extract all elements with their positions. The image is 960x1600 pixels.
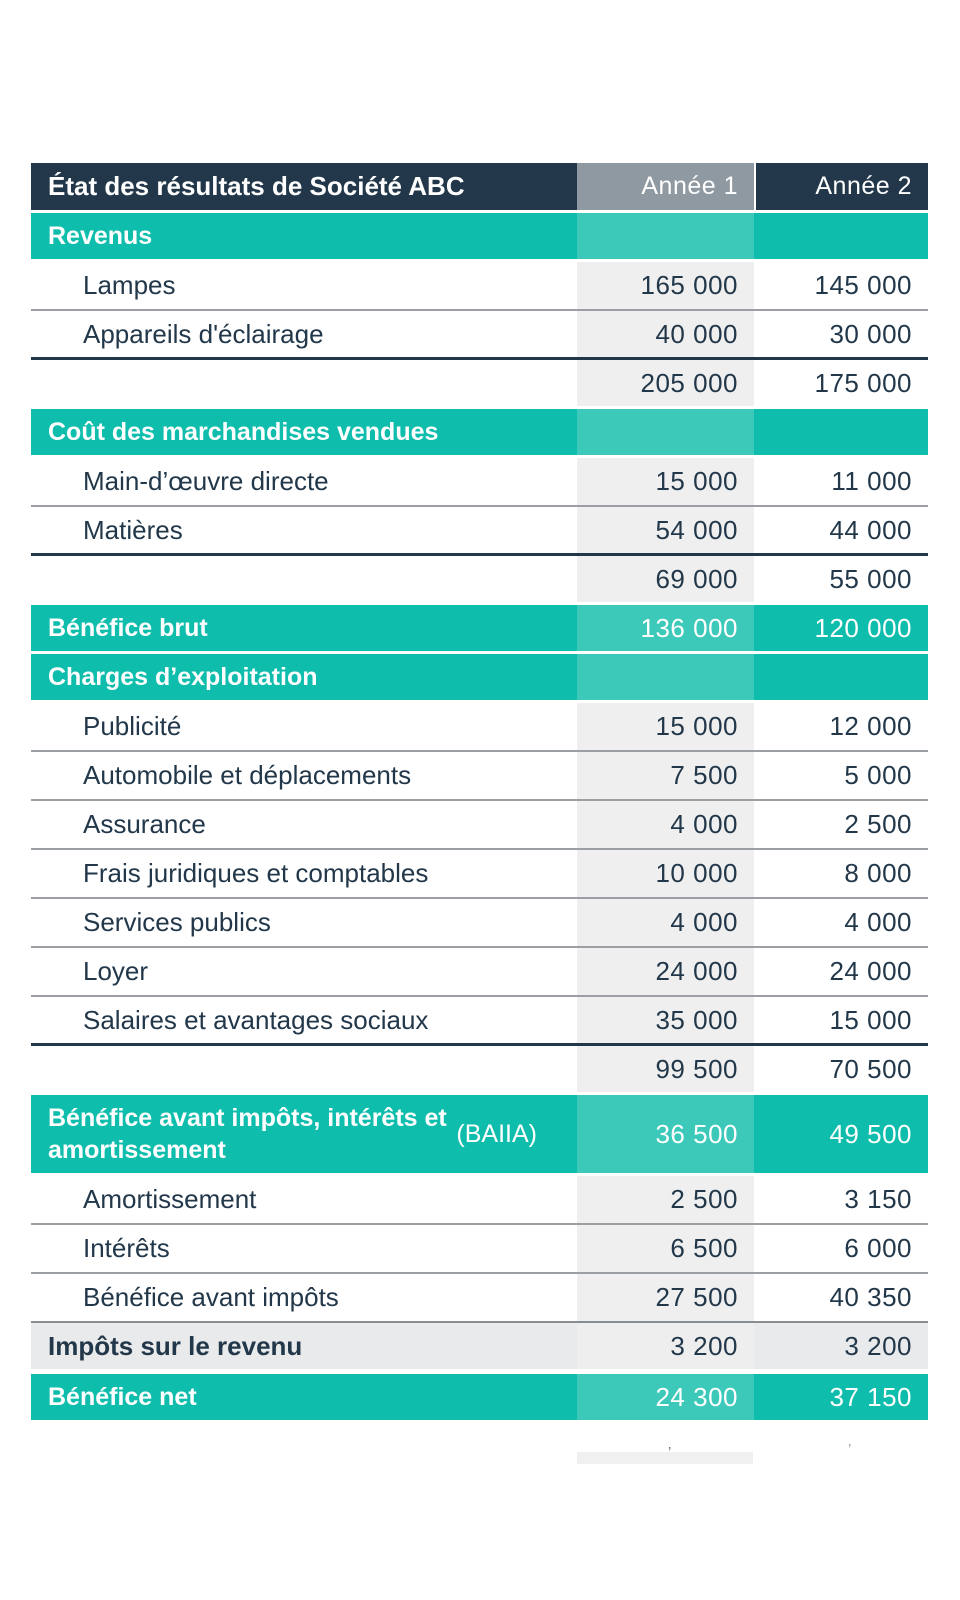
value-annee-2: 4 000 [844, 907, 912, 937]
row-label: Intérêts [83, 1233, 170, 1263]
value-annee-1: 2 500 [577, 1176, 754, 1223]
value-annee-1 [577, 654, 754, 700]
cropped-text-artifact: ’ [668, 1444, 672, 1461]
item-row [31, 899, 928, 948]
value-annee-2: 120 000 [814, 612, 912, 643]
item-row [31, 997, 928, 1046]
value-annee-2 [756, 213, 928, 259]
row-label: Matières [83, 514, 183, 545]
row-label: Bénéfice avant impôts [83, 1282, 339, 1312]
row-label: Bénéfice avant impôts, intérêts et amortissement (BAIIA) [48, 1103, 537, 1164]
value-annee-2: 3 150 [844, 1184, 912, 1214]
value-annee-2: 3 200 [844, 1330, 912, 1361]
value-annee-1: 15 000 [577, 703, 754, 750]
row-label: Publicité [83, 711, 182, 741]
row-label: Impôts sur le revenu [48, 1330, 303, 1361]
row-label [31, 556, 577, 602]
row-label: Salaires et avantages sociaux [83, 1004, 429, 1035]
row-label [31, 1046, 577, 1092]
value-annee-1: 3 200 [577, 1323, 754, 1369]
value-annee-1: 165 000 [577, 262, 754, 309]
value-annee-2 [756, 654, 928, 700]
item-row [31, 507, 928, 556]
value-annee-2: 8 000 [844, 858, 912, 888]
item-row [31, 1225, 928, 1274]
value-annee-2: 40 350 [829, 1282, 912, 1312]
row-label: Appareils d'éclairage [83, 318, 324, 349]
column-header-annee-2: Année 2 [756, 163, 928, 210]
value-annee-1: 40 000 [577, 311, 754, 357]
value-annee-1: 15 000 [577, 458, 754, 505]
cropped-text-artifact: ’ [848, 1441, 852, 1458]
row-label: Revenus [48, 221, 153, 250]
item-row [31, 262, 928, 311]
row-label: Frais juridiques et comptables [83, 858, 429, 888]
value-annee-2: 24 000 [829, 956, 912, 986]
value-annee-2: 145 000 [814, 270, 912, 300]
value-annee-1 [577, 213, 754, 259]
row-label: Coût des marchandises vendues [48, 417, 439, 446]
value-annee-1: 10 000 [577, 850, 754, 897]
item-row [31, 458, 928, 507]
item-row [31, 850, 928, 899]
value-annee-2: 5 000 [844, 760, 912, 790]
table-title: État des résultats de Société ABC [31, 163, 577, 210]
value-annee-1: 69 000 [577, 556, 754, 602]
value-annee-1 [577, 409, 754, 455]
value-annee-1: 136 000 [577, 605, 754, 651]
value-annee-2 [756, 409, 928, 455]
value-annee-1: 24 300 [577, 1374, 754, 1420]
table-body [31, 213, 928, 1420]
subtotal-row [31, 360, 928, 406]
value-annee-2: 11 000 [831, 466, 912, 496]
value-annee-2: 6 000 [844, 1233, 912, 1263]
item-row [31, 801, 928, 850]
table-header-row [31, 163, 928, 210]
value-annee-1: 4 000 [577, 899, 754, 946]
value-annee-1: 27 500 [577, 1274, 754, 1321]
column-header-annee-1: Année 1 [577, 163, 754, 210]
item-row [31, 948, 928, 997]
item-row [31, 1274, 928, 1323]
row-label: Amortissement [83, 1184, 257, 1214]
section-row [31, 605, 928, 651]
item-row [31, 703, 928, 752]
item-row [31, 311, 928, 360]
value-annee-1: 54 000 [577, 507, 754, 553]
row-label: Main-d’œuvre directe [83, 466, 329, 496]
value-annee-1: 4 000 [577, 801, 754, 848]
section-row [31, 654, 928, 700]
row-label: Assurance [83, 809, 206, 839]
value-annee-2: 30 000 [829, 318, 912, 349]
row-label [31, 360, 577, 406]
section-row [31, 1095, 928, 1173]
subtotal-row [31, 1046, 928, 1092]
value-annee-2: 70 500 [829, 1053, 912, 1084]
row-label: Charges d’exploitation [48, 662, 318, 691]
section-row [31, 409, 928, 455]
value-annee-1: 99 500 [577, 1046, 754, 1092]
value-annee-2: 55 000 [829, 563, 912, 594]
cropped-row-remnant [577, 1452, 753, 1464]
row-label: Lampes [83, 270, 176, 300]
tax-row [31, 1323, 928, 1369]
value-annee-1: 205 000 [577, 360, 754, 406]
value-annee-1: 35 000 [577, 997, 754, 1043]
value-annee-1: 6 500 [577, 1225, 754, 1272]
item-row [31, 752, 928, 801]
section-row [31, 1374, 928, 1420]
value-annee-2: 2 500 [844, 809, 912, 839]
section-row [31, 213, 928, 259]
value-annee-2: 37 150 [829, 1381, 912, 1412]
subtotal-row [31, 556, 928, 602]
row-label: Services publics [83, 907, 271, 937]
value-annee-2: 15 000 [829, 1004, 912, 1035]
value-annee-1: 36 500 [577, 1095, 754, 1173]
row-label: Bénéfice brut [48, 613, 208, 642]
value-annee-2: 44 000 [829, 514, 912, 545]
value-annee-2: 12 000 [829, 711, 912, 741]
item-row [31, 1176, 928, 1225]
row-label: Loyer [83, 956, 149, 986]
income-statement-table [31, 163, 928, 1423]
row-label: Bénéfice net [48, 1382, 197, 1411]
row-label: Automobile et déplacements [83, 760, 412, 790]
value-annee-2: 175 000 [814, 367, 912, 398]
value-annee-1: 24 000 [577, 948, 754, 995]
value-annee-2: 49 500 [829, 1118, 912, 1149]
value-annee-1: 7 500 [577, 752, 754, 799]
row-label-suffix: (BAIIA) [449, 1119, 537, 1148]
